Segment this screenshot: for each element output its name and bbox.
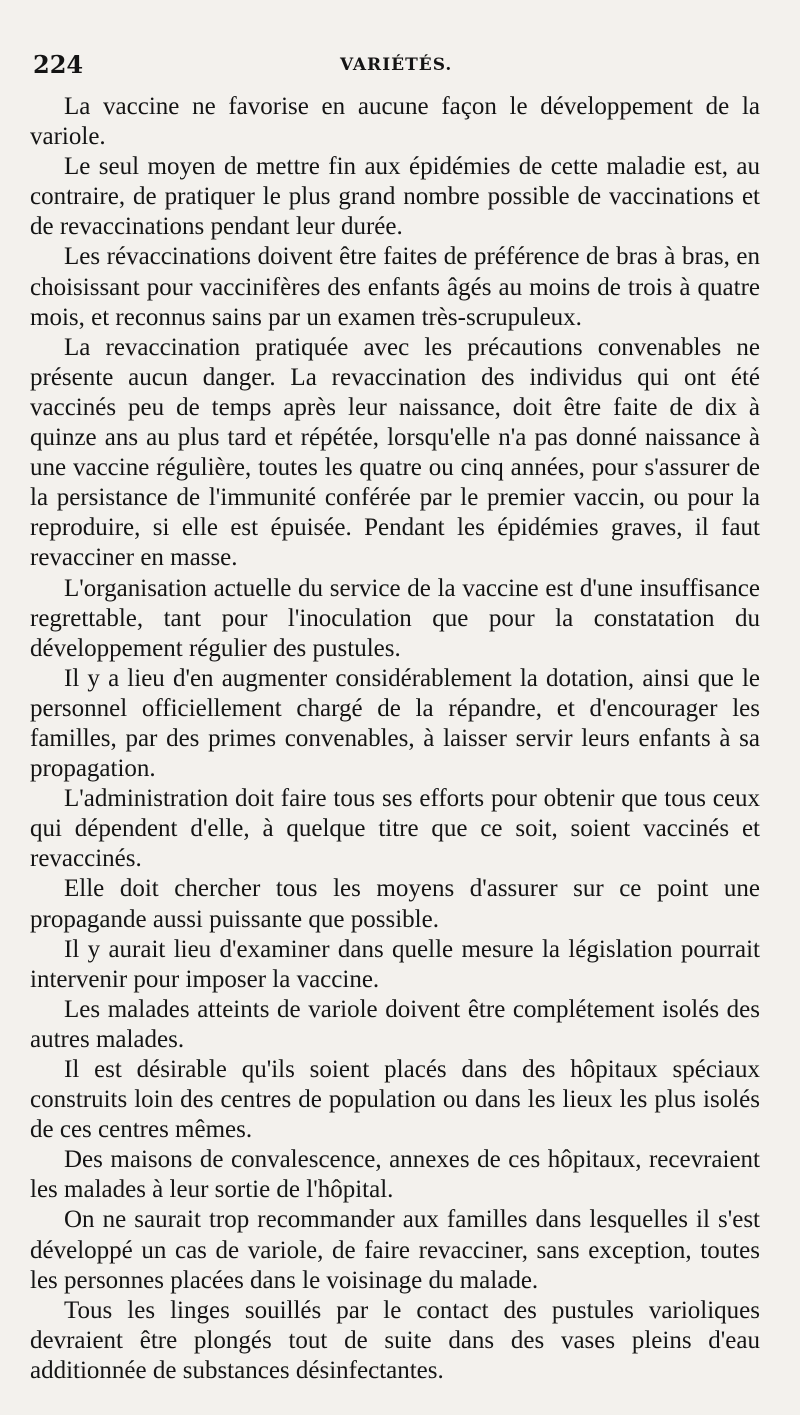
paragraph: Les malades atteints de variole doivent être complétement isolés des autres malades.: [30, 995, 760, 1053]
paragraph: Les révaccinations doivent être faites de préférence de bras à bras, en choisissant pour vaccinifères des enfants âgés au moins de trois à quatre mois, et reconnus sains par un examen très-scrupuleux.: [30, 243, 760, 331]
paragraph: Elle doit chercher tous les moyens d'assurer sur ce point une propagande aussi puissante que possible.: [30, 875, 760, 933]
paragraph: La vaccine ne favorise en aucune façon le développement de la variole.: [30, 93, 760, 151]
paragraph: Il y aurait lieu d'examiner dans quelle mesure la législation pourrait intervenir pour imposer la vaccine.: [30, 935, 760, 993]
body-text: [30, 92, 760, 1386]
paragraph: L'organisation actuelle du service de la vaccine est d'une insuffisance regrettable, tant pour l'inoculation que pour la constatation du développement régulier des pustules.: [30, 574, 760, 662]
paragraph: Le seul moyen de mettre fin aux épidémies de cette maladie est, au contraire, de pratiquer le plus grand nombre possible de vaccinations et de revaccinations pendant leur durée.: [30, 153, 760, 241]
running-head: VARIÉTÉS.: [340, 55, 453, 75]
paragraph: Tous les linges souillés par le contact des pustules varioliques devraient être plongés tout de suite dans des vases pleins d'eau additionnée de substances désinfectantes.: [30, 1296, 760, 1384]
paragraph: Il y a lieu d'en augmenter considérablement la dotation, ainsi que le personnel officiellement chargé de la répandre, et d'encourager les familles, par des primes convenables, à laisser servir leurs enfants à sa propagation.: [30, 664, 760, 783]
page-number: 224: [33, 50, 84, 79]
paragraph: Des maisons de convalescence, annexes de ces hôpitaux, recevraient les malades à leur sortie de l'hôpital.: [30, 1146, 760, 1204]
paragraph: L'administration doit faire tous ses efforts pour obtenir que tous ceux qui dépendent d'elle, à quelque titre que ce soit, soient vaccinés et revaccinés.: [30, 785, 760, 873]
paragraph: La revaccination pratiquée avec les précautions convenables ne présente aucun danger. La revaccination des individus qui ont été vaccinés peu de temps après leur naissance, doit être faite de dix à quinze ans au plus tard et répétée, lorsqu'elle n'a pas donné naissance à une vaccine régulière, toutes les quatre ou cinq années, pour s'assurer de la persistance de l'immunité conférée par le premier vaccin, ou pour la reproduire, si elle est épuisée. Pendant les épidémies graves, il faut revacciner en masse.: [30, 333, 760, 572]
page-header: [33, 50, 753, 80]
paragraph: Il est désirable qu'ils soient placés dans des hôpitaux spéciaux construits loin des centres de population ou dans les lieux les plus isolés de ces centres mêmes.: [30, 1056, 760, 1144]
paragraph: On ne saurait trop recommander aux familles dans lesquelles il s'est développé un cas de variole, de faire revacciner, sans exception, toutes les personnes placées dans le voisinage du malade.: [30, 1206, 760, 1294]
